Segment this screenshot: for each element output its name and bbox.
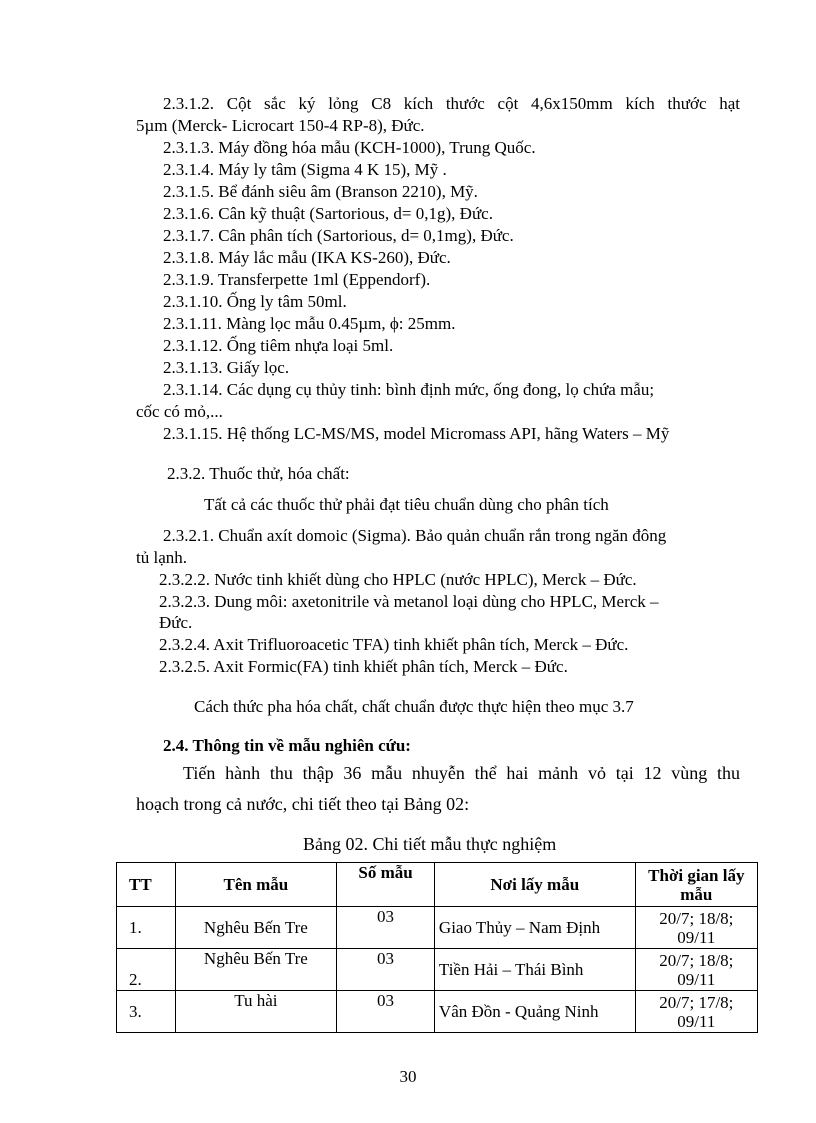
equipment-item-3: 2.3.1.3. Máy đồng hóa mẫu (KCH-1000), Trung Quốc.: [163, 138, 536, 157]
table-caption: Bảng 02. Chi tiết mẫu thực nghiệm: [303, 834, 557, 854]
reagents-heading: 2.3.2. Thuốc thử, hóa chất:: [167, 464, 350, 483]
equipment-item-12: 2.3.1.12. Ống tiêm nhựa loại 5ml.: [163, 336, 394, 355]
equipment-item-7: 2.3.1.7. Cân phân tích (Sartorious, d= 0,1mg), Đức.: [163, 226, 514, 245]
header-ten-mau: Tên mẫu: [175, 863, 337, 907]
reagent-item-3: 2.3.2.3. Dung môi: axetonitrile và metanol loại dùng cho HPLC, Merck –: [159, 592, 659, 611]
cell-noi-lay-mau: Tiền Hải – Thái Bình: [434, 949, 635, 991]
equipment-item-13: 2.3.1.13. Giấy lọc.: [163, 358, 290, 377]
table-header-row: [117, 863, 758, 907]
cell-so-mau: 03: [337, 949, 435, 991]
samples-table: [116, 862, 758, 1033]
equipment-item-11: 2.3.1.11. Màng lọc mẫu 0.45µm, ϕ: 25mm.: [163, 314, 456, 333]
equipment-item-5: 2.3.1.5. Bể đánh siêu âm (Branson 2210), Mỹ.: [163, 182, 478, 201]
reagent-item-4: 2.3.2.4. Axit Trifluoroacetic TFA) tinh khiết phân tích, Merck – Đức.: [159, 635, 629, 654]
cell-thoi-gian: 20/7; 17/8; 09/11: [635, 991, 757, 1033]
cell-tt: 1.: [117, 907, 176, 949]
equipment-item-14: 2.3.1.14. Các dụng cụ thủy tinh: bình định mức, ống đong, lọ chứa mẫu;: [163, 380, 655, 399]
cell-noi-lay-mau: Giao Thủy – Nam Định: [434, 907, 635, 949]
equipment-item-8: 2.3.1.8. Máy lắc mẫu (IKA KS-260), Đức.: [163, 248, 451, 267]
equipment-item-14-cont: cốc có mỏ,...: [136, 402, 223, 421]
reagents-intro: Tất cả các thuốc thử phải đạt tiêu chuẩn dùng cho phân tích: [204, 495, 609, 514]
cell-so-mau: 03: [337, 907, 435, 949]
cell-so-mau: 03: [337, 991, 435, 1033]
section-heading: 2.4. Thông tin về mẫu nghiên cứu:: [163, 736, 411, 755]
equipment-item-2-cont: 5µm (Merck- Licrocart 150-4 RP-8), Đức.: [136, 116, 425, 135]
reagent-item-3-cont: Đức.: [159, 613, 193, 632]
table-row: [117, 907, 758, 949]
section-paragraph-line-1: Tiến hành thu thập 36 mẫu nhuyễn thể hai mảnh vỏ tại 12 vùng thu: [183, 763, 740, 783]
cell-noi-lay-mau: Vân Đồn - Quảng Ninh: [434, 991, 635, 1033]
equipment-item-10: 2.3.1.10. Ống ly tâm 50ml.: [163, 292, 347, 311]
cell-tt: 2.: [117, 949, 176, 991]
header-thoi-gian: Thời gian lấy mẫu: [635, 863, 757, 907]
page-number: 30: [399, 1067, 417, 1086]
cell-thoi-gian: 20/7; 18/8; 09/11: [635, 907, 757, 949]
reagent-item-1: 2.3.2.1. Chuẩn axít domoic (Sigma). Bảo quản chuẩn rắn trong ngăn đông: [163, 526, 667, 545]
header-noi-lay-mau: Nơi lấy mẫu: [434, 863, 635, 907]
cell-tt: 3.: [117, 991, 176, 1033]
reagent-item-1-cont: tủ lạnh.: [136, 548, 187, 567]
header-tt: TT: [117, 863, 176, 907]
cell-thoi-gian: 20/7; 18/8; 09/11: [635, 949, 757, 991]
prep-note: Cách thức pha hóa chất, chất chuẩn được thực hiện theo mục 3.7: [194, 697, 634, 716]
equipment-item-15: 2.3.1.15. Hệ thống LC-MS/MS, model Micromass API, hãng Waters – Mỹ: [163, 424, 670, 443]
table-row: [117, 949, 758, 991]
header-so-mau: Số mẫu: [337, 863, 435, 907]
reagent-item-5: 2.3.2.5. Axit Formic(FA) tinh khiết phân tích, Merck – Đức.: [159, 657, 568, 676]
equipment-item-4: 2.3.1.4. Máy ly tâm (Sigma 4 K 15), Mỹ .: [163, 160, 447, 179]
equipment-item-9: 2.3.1.9. Transferpette 1ml (Eppendorf).: [163, 270, 431, 289]
equipment-item-6: 2.3.1.6. Cân kỹ thuật (Sartorious, d= 0,1g), Đức.: [163, 204, 493, 223]
table-row: [117, 991, 758, 1033]
cell-ten-mau: Nghêu Bến Tre: [175, 907, 337, 949]
cell-ten-mau: Tu hài: [175, 991, 337, 1033]
section-paragraph-line-2: hoạch trong cả nước, chi tiết theo tại Bảng 02:: [136, 794, 470, 814]
equipment-item-2: 2.3.1.2. Cột sắc ký lỏng C8 kích thước cột 4,6x150mm kích thước hạt: [163, 94, 741, 113]
cell-ten-mau: Nghêu Bến Tre: [175, 949, 337, 991]
reagent-item-2: 2.3.2.2. Nước tinh khiết dùng cho HPLC (nước HPLC), Merck – Đức.: [159, 570, 637, 589]
